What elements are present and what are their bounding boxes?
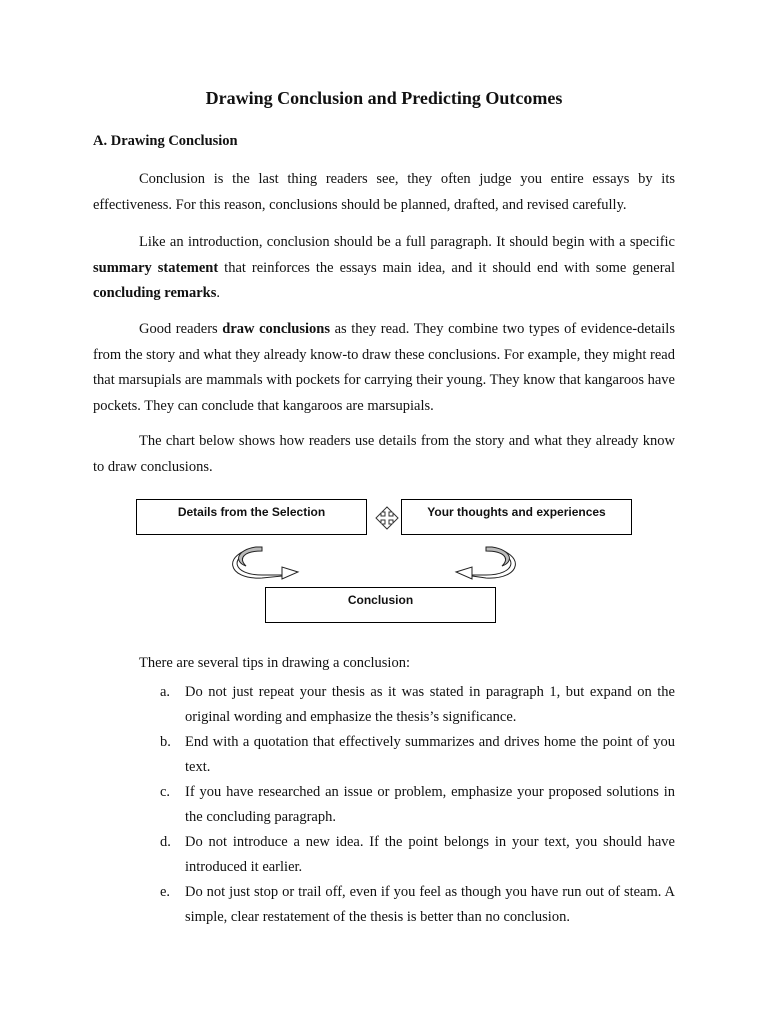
thoughts-experiences-box: Your thoughts and experiences [401, 499, 632, 535]
tips-list [160, 680, 675, 930]
list-item [160, 730, 675, 780]
summary-statement-term: summary statement [93, 259, 219, 276]
list-item [160, 680, 675, 730]
list-item [160, 780, 675, 830]
list-item-letter: a. [160, 684, 171, 700]
tips-intro: There are several tips in drawing a conclusion: [139, 655, 410, 671]
paragraph-4: The chart below shows how readers use details from the story and what they already know to draw conclusions. [93, 433, 675, 475]
details-from-selection-box: Details from the Selection [136, 499, 367, 535]
list-item-text: End with a quotation that effectively summarizes and drives home the point of you text. [185, 734, 675, 775]
paragraph-2-text-e: . [216, 285, 221, 301]
list-item-letter: e. [160, 884, 171, 900]
list-item-letter: d. [160, 834, 171, 850]
right-curved-arrow-icon [456, 547, 515, 579]
list-item [160, 830, 675, 880]
four-way-arrow-icon [376, 507, 398, 529]
paragraph-2-text-c: that reinforces the essays main idea, and it should end with some general [218, 259, 675, 276]
section-heading: A. Drawing Conclusion [93, 133, 238, 149]
list-item-letter: c. [160, 784, 171, 800]
list-item-text: Do not just repeat your thesis as it was stated in paragraph 1, but expand on the original wording and emphasize the thesis’s significance. [185, 684, 675, 725]
list-item-text: If you have researched an issue or problem, emphasize your proposed solutions in the concluding paragraph. [185, 784, 675, 825]
list-item-text: Do not just stop or trail off, even if you feel as though you have run out of steam. A simple, clear restatement of the thesis is better than no conclusion. [185, 884, 675, 925]
page-title: Drawing Conclusion and Predicting Outcomes [205, 88, 563, 108]
list-item [160, 880, 675, 930]
concluding-remarks-term: concluding remarks [93, 285, 217, 301]
draw-conclusions-term: draw conclusions [222, 321, 330, 337]
paragraph-1: Conclusion is the last thing readers see, they often judge you entire essays by its effectiveness. For this reason, conclusions should be planned, drafted, and revised carefully. [93, 171, 675, 213]
list-item-letter: b. [160, 734, 171, 750]
paragraph-3-text-c: as they read. They combine two types of evidence-details from the story and what they already know-to draw these conclusions. For example, they might read that marsupials are mammals with pockets for carrying their young. They know that kangaroos have pockets. They can conclude that kangaroos are marsupials. [93, 321, 675, 414]
paragraph-2-text-a: Like an introduction, conclusion should be a full paragraph. It should begin with a specific [139, 234, 675, 250]
left-curved-arrow-icon [233, 547, 298, 579]
conclusion-box: Conclusion [265, 587, 496, 623]
list-item-text: Do not introduce a new idea. If the point belongs in your text, you should have introduced it earlier. [185, 834, 675, 875]
paragraph-3-text-a: Good readers [139, 321, 223, 337]
